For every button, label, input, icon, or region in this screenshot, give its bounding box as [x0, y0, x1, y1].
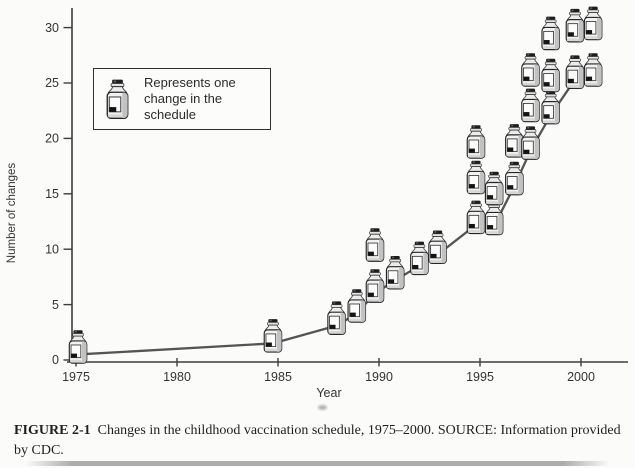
vaccine-vial-icon: [467, 201, 484, 234]
vaccine-vial-icon: [584, 7, 601, 40]
legend-vaccine-vial-icon: [104, 76, 131, 122]
x-tick-label: 2000: [567, 370, 595, 384]
vaccine-vial-icon: [506, 162, 523, 195]
x-tick-label: 1990: [365, 370, 393, 384]
vaccine-vial-icon: [542, 17, 559, 50]
vaccine-vial-icon: [386, 256, 403, 289]
y-tick-label: 25: [45, 76, 59, 91]
y-tick-label: 0: [52, 353, 59, 368]
vaccine-vial-icon: [328, 301, 345, 334]
scan-artifact-dot: [318, 405, 327, 410]
vaccine-vial-icon: [485, 202, 502, 235]
vaccine-vial-icon: [506, 124, 523, 157]
vaccine-vial-icon: [522, 89, 539, 122]
vaccine-vial-icon: [366, 269, 383, 302]
scan-artifact-bar: [25, 461, 610, 466]
vaccine-vial-icon: [366, 228, 383, 261]
y-tick-label: 5: [52, 297, 59, 312]
vaccine-vial-icon: [584, 53, 601, 86]
y-tick-label: 30: [45, 20, 59, 35]
vaccine-vial-icon: [542, 59, 559, 92]
x-axis-title: Year: [316, 386, 342, 400]
vaccine-vial-icon: [566, 9, 583, 42]
vaccine-vial-icon: [429, 231, 446, 264]
vaccine-vial-icon: [348, 289, 365, 322]
legend-text: Represents one change in the schedule: [144, 75, 236, 122]
x-tick-label: 1995: [466, 370, 494, 384]
vaccine-vial-icon: [522, 53, 539, 86]
vaccine-vial-icon: [411, 242, 428, 275]
vaccine-vial-icon: [264, 319, 281, 352]
y-tick-label: 20: [45, 131, 59, 146]
vaccine-vial-icon: [566, 55, 583, 88]
x-tick-label: 1975: [62, 370, 90, 384]
y-axis-title: Number of changes: [6, 162, 18, 264]
y-tick-label: 10: [45, 242, 59, 257]
vaccine-vial-icon: [485, 172, 502, 205]
y-tick-label: 15: [45, 187, 59, 201]
vaccine-vial-icon: [467, 161, 484, 194]
vaccine-vial-icon: [467, 125, 484, 158]
x-tick-label: 1980: [163, 370, 191, 384]
legend-box: [93, 68, 271, 130]
figure-caption: [14, 421, 622, 460]
caption-label: FIGURE 2-1: [14, 423, 91, 438]
vaccine-vial-icon: [542, 91, 559, 124]
caption-text: Changes in the childhood vaccination schedule, 1975–2000. SOURCE: Information provided by CDC.: [14, 423, 621, 458]
vaccine-vial-icon: [522, 126, 539, 159]
x-tick-label: 1985: [264, 370, 292, 384]
